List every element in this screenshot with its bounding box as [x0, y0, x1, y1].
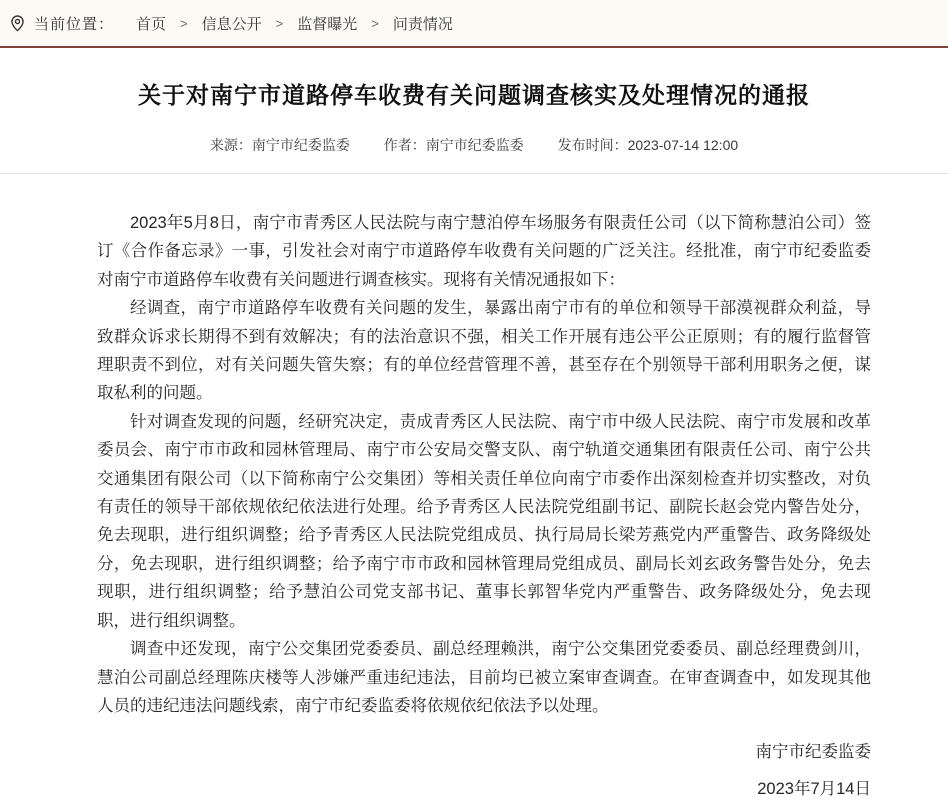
breadcrumb-separator-icon: >	[180, 15, 188, 31]
location-pin-icon	[8, 14, 27, 33]
paragraph: 经调查，南宁市道路停车收费有关问题的发生，暴露出南宁市有的单位和领导干部漠视群众利益，导致群众诉求长期得不到有效解决；有的法治意识不强，相关工作开展有违公平公正原则；有的履行监督管理职责不到位，对有关问题失管失察；有的单位经营管理不善，甚至存在个别领导干部利用职务之便，谋取私利的问题。	[97, 299, 871, 403]
breadcrumb-item-home[interactable]: 首页	[136, 15, 167, 33]
breadcrumb-label: 当前位置：	[34, 15, 115, 33]
meta-source: 来源：南宁市纪委监委	[209, 137, 350, 153]
signature-org: 南宁市纪委监委	[755, 743, 871, 762]
signature-date: 2023年7月14日	[757, 780, 871, 799]
article-meta	[0, 135, 948, 155]
signature-block	[97, 734, 871, 808]
paragraph: 调查中还发现，南宁公交集团党委委员、副总经理赖洪，南宁公交集团党委委员、副总经理费剑川，慧泊公司副总经理陈庆楼等人涉嫌严重违纪违法，目前均已被立案审查调查。在审查调查中，如发现其他人员的违纪违法问题线索，南宁市纪委监委将依规依纪依法予以处理。	[97, 640, 871, 715]
breadcrumb-separator-icon: >	[371, 15, 379, 31]
breadcrumb-item-info-disclosure[interactable]: 信息公开	[201, 15, 262, 33]
paragraph: 2023年5月8日，南宁市青秀区人民法院与南宁慧泊停车场服务有限责任公司（以下简称慧泊公司）签订《合作备忘录》一事，引发社会对南宁市道路停车收费有关问题的广泛关注。经批准，南宁市纪委监委对南宁市道路停车收费有关问题进行调查核实。现将有关情况通报如下：	[97, 214, 871, 289]
breadcrumb-item-accountability[interactable]: 问责情况	[392, 15, 453, 33]
paragraph: 针对调查发现的问题，经研究决定，责成青秀区人民法院、南宁市中级人民法院、南宁市发展和改革委员会、南宁市市政和园林管理局、南宁市公安局交警支队、南宁轨道交通集团有限责任公司、南宁公共交通集团有限公司（以下简称南宁公交集团）等相关责任单位向南宁市委作出深刻检查并切实整改，对负有责任的领导干部依规依纪依法进行处理。给予青秀区人民法院党组副书记、副院长赵会党内警告处分，免去现职，进行组织调整；给予青秀区人民法院党组成员、执行局局长梁芳燕党内严重警告、政务降级处分，免去现职，进行组织调整；给予南宁市市政和园林管理局党组成员、副局长刘玄政务警告处分，免去现职，进行组织调整；给予慧泊公司党支部书记、董事长郭智华党内严重警告、政务降级处分，免去现职，进行组织调整。	[97, 412, 871, 630]
breadcrumb-item-supervision-exposure[interactable]: 监督曝光	[297, 15, 358, 33]
breadcrumb-bar	[0, 0, 948, 48]
breadcrumb-separator-icon: >	[275, 15, 284, 31]
meta-publish-time: 发布时间：2023-07-14 12:00	[557, 137, 739, 153]
article	[0, 48, 948, 808]
breadcrumb	[136, 13, 453, 34]
article-body	[0, 174, 948, 808]
meta-author: 作者：南宁市纪委监委	[383, 137, 524, 153]
page-title: 关于对南宁市道路停车收费有关问题调查核实及处理情况的通报	[138, 82, 810, 108]
